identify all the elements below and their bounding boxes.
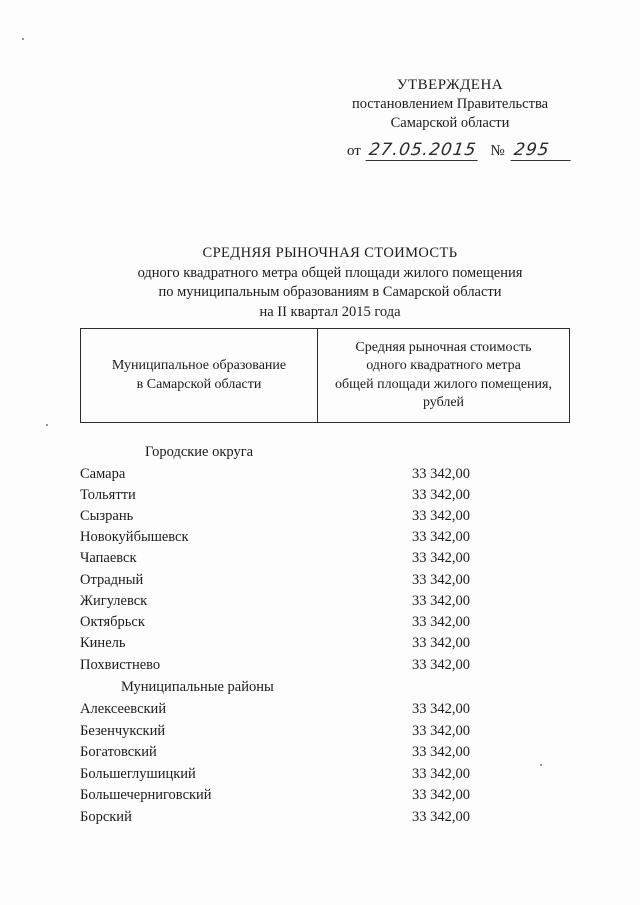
table-row bbox=[80, 485, 480, 505]
row-value: 33 342,00 bbox=[412, 487, 470, 503]
table-row bbox=[80, 633, 480, 653]
table-row bbox=[80, 655, 480, 675]
handwritten-number: 295 bbox=[511, 140, 574, 161]
table-row bbox=[80, 527, 480, 547]
row-value: 33 342,00 bbox=[412, 572, 470, 588]
scan-speck bbox=[540, 764, 542, 766]
table-row bbox=[80, 721, 480, 741]
row-name: Самара bbox=[80, 466, 126, 482]
number-prefix: № bbox=[490, 143, 505, 159]
approval-block bbox=[300, 76, 600, 133]
table-row bbox=[80, 464, 480, 484]
header-text: Средняя рыночная стоимость bbox=[355, 339, 532, 355]
scan-speck bbox=[46, 424, 48, 426]
table-row bbox=[80, 612, 480, 632]
row-name: Октябрьск bbox=[80, 614, 145, 630]
row-value: 33 342,00 bbox=[412, 701, 470, 717]
table-row bbox=[80, 506, 480, 526]
row-name: Безенчукский bbox=[80, 723, 166, 739]
row-name: Тольятти bbox=[80, 487, 136, 503]
header-col-municipality bbox=[81, 329, 318, 422]
table-row bbox=[80, 548, 480, 568]
handwritten-date: 27.05.2015 bbox=[365, 140, 480, 161]
table-row bbox=[80, 807, 480, 827]
row-name: Новокуйбышевск bbox=[80, 529, 189, 545]
row-name: Отрадный bbox=[80, 572, 144, 588]
row-value: 33 342,00 bbox=[412, 744, 470, 760]
row-name: Большеглушицкий bbox=[80, 766, 196, 782]
header-text: рублей bbox=[422, 395, 465, 410]
approval-heading: УТВЕРЖДЕНА bbox=[396, 77, 504, 93]
table-header bbox=[80, 328, 570, 423]
header-text: в Самарской области bbox=[136, 376, 262, 392]
title-line: на II квартал 2015 года bbox=[259, 303, 401, 320]
header-text: одного квадратного метра bbox=[366, 358, 521, 373]
row-value: 33 342,00 bbox=[412, 466, 470, 482]
row-name: Сызрань bbox=[80, 508, 134, 524]
document-title bbox=[80, 244, 580, 322]
row-value: 33 342,00 bbox=[412, 529, 470, 545]
row-value: 33 342,00 bbox=[412, 508, 470, 524]
row-name: Похвистнево bbox=[80, 657, 161, 673]
row-value: 33 342,00 bbox=[412, 657, 470, 673]
row-name: Кинель bbox=[80, 635, 126, 651]
row-name: Жигулевск bbox=[80, 593, 148, 609]
row-value: 33 342,00 bbox=[412, 635, 470, 651]
row-value: 33 342,00 bbox=[412, 614, 470, 630]
row-value: 33 342,00 bbox=[412, 593, 470, 609]
section-title-municipal-districts: Муниципальные районы bbox=[121, 679, 274, 695]
table-row bbox=[80, 591, 480, 611]
approval-line: Самарской области bbox=[390, 115, 510, 131]
table-row bbox=[80, 699, 480, 719]
section-title-city-districts: Городские округа bbox=[145, 444, 254, 460]
header-text: Муниципальное образование bbox=[111, 358, 287, 373]
table-row bbox=[80, 764, 480, 784]
decree-line bbox=[347, 140, 572, 161]
row-value: 33 342,00 bbox=[412, 550, 470, 566]
row-name: Богатовский bbox=[80, 744, 157, 760]
table-row bbox=[80, 742, 480, 762]
approval-line: постановлением Правительства bbox=[351, 96, 549, 112]
title-line: по муниципальным образованиям в Самарской области bbox=[158, 284, 502, 300]
title-line: одного квадратного метра общей площади жилого помещения bbox=[137, 264, 523, 281]
row-name: Чапаевск bbox=[80, 550, 137, 566]
row-value: 33 342,00 bbox=[412, 723, 470, 739]
scan-speck bbox=[22, 38, 24, 40]
table-row bbox=[80, 785, 480, 805]
row-value: 33 342,00 bbox=[412, 787, 470, 803]
header-text: общей площади жилого помещения, bbox=[335, 376, 552, 392]
row-value: 33 342,00 bbox=[412, 809, 470, 825]
title-main: СРЕДНЯЯ РЫНОЧНАЯ СТОИМОСТЬ bbox=[202, 245, 458, 261]
row-name: Борский bbox=[80, 809, 132, 825]
header-col-price bbox=[318, 329, 569, 422]
date-prefix: от bbox=[347, 143, 361, 159]
row-value: 33 342,00 bbox=[412, 766, 470, 782]
table-row bbox=[80, 570, 480, 590]
row-name: Большечерниговский bbox=[80, 787, 212, 803]
row-name: Алексеевский bbox=[80, 701, 167, 717]
